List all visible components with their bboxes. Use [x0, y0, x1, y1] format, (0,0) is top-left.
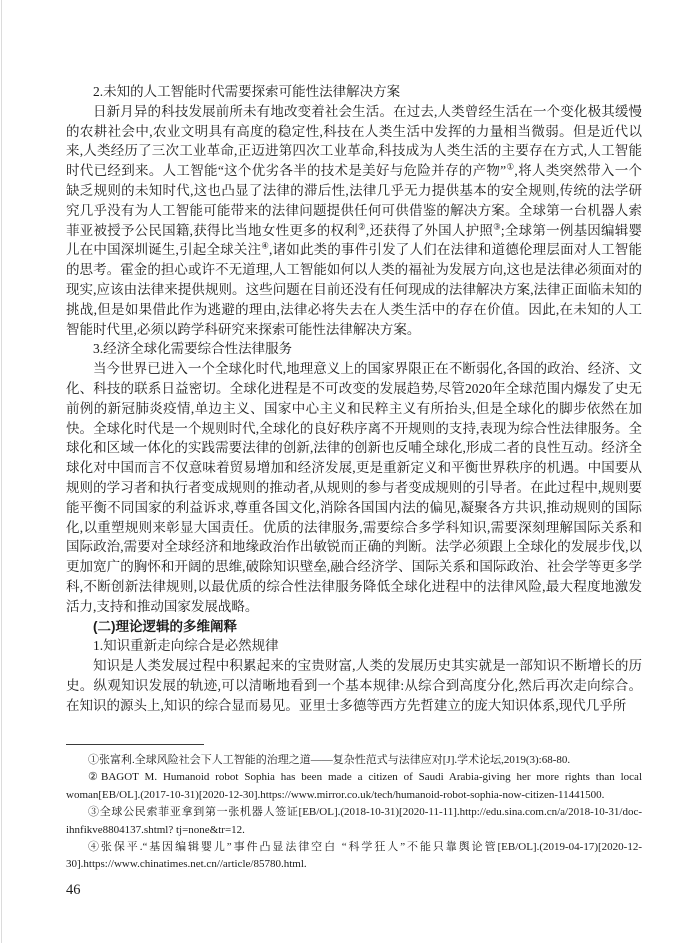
footnote-ref-4: ④ [261, 240, 270, 251]
heading-theory-logic: (二)理论逻辑的多维阐释 [93, 618, 237, 634]
page-number: 46 [66, 882, 81, 898]
paragraph-text: 日新月异的科技发展前所未有地改变着社会生活。在过去,人类曾经生活在一个变化极其缓慢的农耕社会中,农业文明具有高度的稳定性,科技在人类生活中发挥的力量相当微弱。但是近代以来,人类经历了三次工业革命,正迈进第四次工业革命,科技成为人类生活的主要存在方式,人工智能时代已经到来。人工智能“这个优劣各半的技术是美好与危险并存的产物” [66, 103, 642, 179]
paragraph-knowledge: 知识是人类发展过程中积累起来的宝贵财富,人类的发展历史其实就是一部知识不断增长的历史。纵观知识发展的轨迹,可以清晰地看到一个基本规律:从综合到高度分化,然后再次走向综合。在知识的源头上,知识的综合显而易见。亚里士多德等西方先哲建立的庞大知识体系,现代几乎所 [66, 658, 642, 713]
paragraph-text: ,还获得了外国人护照 [365, 222, 494, 238]
footnote-3: ③全球公民索菲亚拿到第一张机器人签证[EB/OL].(2018-10-31)[2020-11-11].http://edu.sina.com.cn/a/2018-10-31/doc-ihnfikve8804137.shtml? tj=none&tr=12. [66, 806, 642, 836]
paragraph-ai-era [66, 102, 642, 340]
footnotes-section [66, 744, 642, 874]
footnote-4: ④张保平.“基因编辑婴儿”事件凸显法律空白 “科学狂人”不能只靠舆论管[EB/OL].(2019-04-17)[2020-12-30].https://www.chinatimes.net.cn//article/85780.html. [66, 841, 642, 871]
heading-knowledge-integration: 1.知识重新走向综合是必然规律 [93, 638, 279, 654]
paragraph-text: ,将人类突然带入一个缺乏规则的未知时代,这也凸显了法律的滞后性,法律几乎无力提供基本的安全规则,传统的法学研究几乎没有为人工智能可能带来的法律问题提供任何可供借鉴的解决方案。全球第一台机器人索菲亚被授予公民国籍,获得比当地女性更多的权利 [66, 163, 642, 238]
footnote-ref-3: ③ [493, 221, 501, 232]
heading-section-2-unknown-ai-era: 2.未知的人工智能时代需要探索可能性法律解决方案 [93, 84, 401, 99]
heading-section-3-globalization: 3.经济全球化需要综合性法律服务 [93, 341, 293, 357]
footnote-ref-1: ① [506, 161, 515, 172]
footnote-1: ①张富利.全球风险社会下人工智能的治理之道——复杂性范式与法律应对[J].学术论坛,2019(3):68-80. [88, 754, 571, 766]
article-body [66, 82, 642, 758]
paragraph-text: ;全球第一例基因编辑婴儿在中国深圳诞生,引起全球关注 [66, 222, 642, 258]
footnote-separator-line [66, 744, 204, 745]
footnote-2: ②BAGOT M. Humanoid robot Sophia has been made a citizen of Saudi Arabia-giving her more rights than local woman[EB/OL].(2017-10-31)[2020-12-30].https://www.mirror.co.uk/tech/humanoid-robot-sophia-now-citizen-11441500. [66, 771, 642, 801]
footnote-ref-2: ② [358, 221, 366, 232]
page-edge-line [1, 0, 2, 943]
paragraph-globalization: 当今世界已进入一个全球化时代,地理意义上的国家界限正在不断弱化,各国的政治、经济、文化、科技的联系日益密切。全球化进程是不可改变的发展趋势,尽管2020年全球范围内爆发了史无前例的新冠肺炎疫情,单边主义、国家中心主义和民粹主义有所抬头,但是全球化的脚步依然在加快。全球化时代是一个规则时代,全球化的良好秩序离不开规则的支持,表现为综合性法律服务。全球化和区域一体化的实践需要法律的创新,法律的创新也反哺全球化,形成二者的良性互动。经济全球化对中国而言不仅意味着贸易增加和经济发展,更是重新定义和平衡世界秩序的机遇。中国要从规则的学习者和执行者变成规则的推动者,从规则的参与者变成规则的引导者。在此过程中,规则要能平衡不同国家的利益诉求,尊重各国文化,消除各国国内法的偏见,凝聚各方共识,推动规则的国际化,以重塑规则来彰显大国责任。优质的法律服务,需要综合多学科知识,需要深刻理解国际关系和国际政治,需要对全球经济和地缘政治作出敏锐而正确的判断。法学必须跟上全球化的发展步伐,以更加宽广的胸怀和开阔的思维,破除知识壁垒,融合经济学、国际关系和国际政治、社会学等更多学科,不断创新法律规则,以最优质的综合性法律服务降低全球化进程中的法律风险,最大程度地激发活力,支持和推动国家发展战略。 [66, 361, 642, 614]
paragraph-text: ,诸如此类的事件引发了人们在法律和道德伦理层面对人工智能的思考。霍金的担心或许不无道理,人工智能如何以人类的福祉为发展方向,这也是法律必须面对的现实,应该由法律来提供规则。这些问题在目前还没有任何现成的法律解决方案,法律正面临未知的挑战,但是如果借此作为逃避的理由,法律必将失去在人类生活中的存在价值。因此,在未知的人工智能时代里,必须以跨学科研究来探索可能性法律解决方案。 [66, 242, 642, 337]
